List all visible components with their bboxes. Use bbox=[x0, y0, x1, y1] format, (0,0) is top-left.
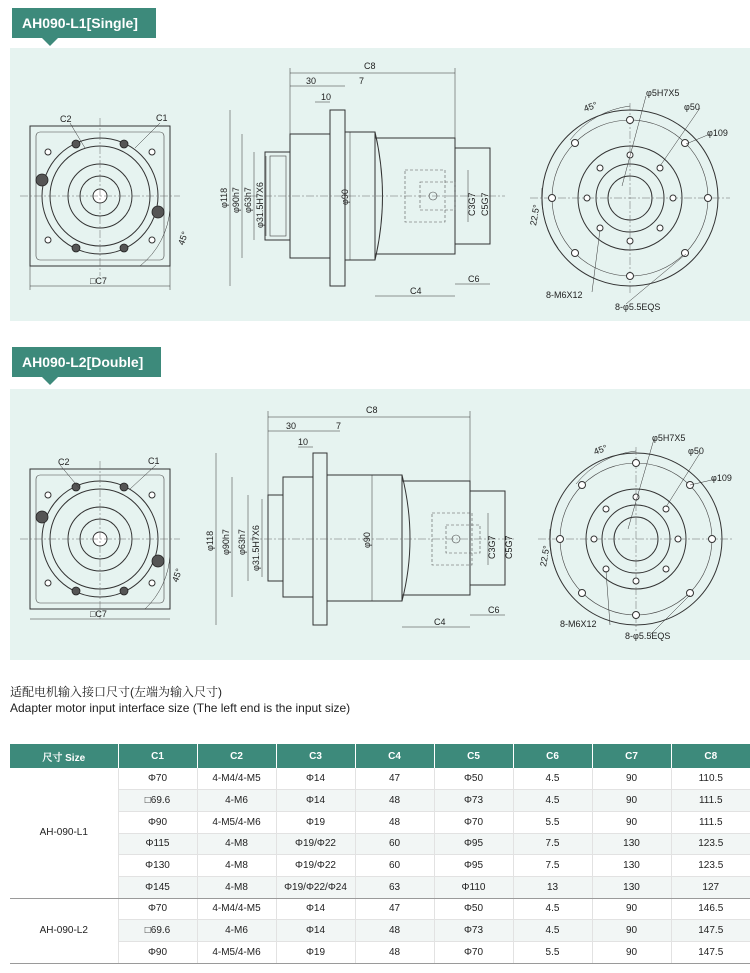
table-cell: 4-M6 bbox=[197, 790, 276, 812]
dim-10: 10 bbox=[298, 437, 309, 447]
table-cell: Φ90 bbox=[118, 811, 197, 833]
table-cell: Φ50 bbox=[434, 898, 513, 920]
dim-7: 7 bbox=[359, 76, 365, 86]
header-c6: C6 bbox=[513, 744, 592, 768]
table-cell: 5.5 bbox=[513, 811, 592, 833]
table-cell: 147.5 bbox=[671, 942, 750, 964]
dim-c4: C4 bbox=[410, 286, 422, 296]
header-c1: C1 bbox=[118, 744, 197, 768]
table-row bbox=[10, 898, 750, 920]
table-cell: 4-M5/4-M6 bbox=[197, 811, 276, 833]
dim-eqs: 8-φ5.5EQS bbox=[615, 302, 661, 312]
dim-45-right: 45° bbox=[592, 442, 609, 457]
dim-c8: C8 bbox=[364, 61, 376, 71]
header-c3: C3 bbox=[276, 744, 355, 768]
dim-phi109: φ109 bbox=[711, 473, 732, 483]
table-cell: Φ19/Φ22 bbox=[276, 833, 355, 855]
table-cell: 47 bbox=[355, 898, 434, 920]
table-cell: 90 bbox=[592, 920, 671, 942]
table-cell: 130 bbox=[592, 855, 671, 877]
table-cell: 4-M5/4-M6 bbox=[197, 942, 276, 964]
model-cell: AH-090-L2 bbox=[10, 898, 118, 963]
drawing-double bbox=[10, 389, 750, 660]
table-cell: Φ73 bbox=[434, 790, 513, 812]
table-cell: 48 bbox=[355, 942, 434, 964]
table-cell: □69.6 bbox=[118, 920, 197, 942]
table-cell: Φ70 bbox=[118, 768, 197, 790]
table-cell: 123.5 bbox=[671, 833, 750, 855]
table-cell: 7.5 bbox=[513, 833, 592, 855]
dim-phi31: φ31.5H7X6 bbox=[251, 525, 261, 571]
table-cell: 63 bbox=[355, 876, 434, 898]
table-header-row bbox=[10, 744, 750, 768]
table-cell: 4.5 bbox=[513, 920, 592, 942]
dim-c2: C2 bbox=[60, 114, 72, 124]
dim-phi90: φ90 bbox=[362, 532, 372, 548]
table-cell: Φ70 bbox=[434, 811, 513, 833]
dim-30: 30 bbox=[306, 76, 317, 86]
intro-english: Adapter motor input interface size (The left end is the input size) bbox=[10, 701, 351, 715]
dim-30: 30 bbox=[286, 421, 297, 431]
table-cell: 90 bbox=[592, 942, 671, 964]
dim-c1: C1 bbox=[156, 113, 168, 123]
dim-phi50: φ50 bbox=[688, 446, 704, 456]
dim-22-5: 22.5° bbox=[528, 203, 542, 227]
table-cell: Φ19/Φ22/Φ24 bbox=[276, 876, 355, 898]
table-cell: Φ110 bbox=[434, 876, 513, 898]
table-cell: Φ70 bbox=[434, 942, 513, 964]
table-cell: 146.5 bbox=[671, 898, 750, 920]
dim-c8: C8 bbox=[366, 405, 378, 415]
header-c8: C8 bbox=[671, 744, 750, 768]
table-cell: 4-M8 bbox=[197, 855, 276, 877]
table-cell: 5.5 bbox=[513, 942, 592, 964]
table-cell: 4-M4/4-M5 bbox=[197, 898, 276, 920]
dim-7: 7 bbox=[336, 421, 342, 431]
output-face-view bbox=[530, 96, 730, 304]
header-size: 尺寸 Size bbox=[10, 744, 118, 768]
table-cell: 4-M8 bbox=[197, 876, 276, 898]
table-cell: 4-M4/4-M5 bbox=[197, 768, 276, 790]
table-cell: Φ50 bbox=[434, 768, 513, 790]
dim-phi5: φ5H7X5 bbox=[652, 433, 686, 443]
table-row bbox=[10, 876, 750, 898]
side-view bbox=[216, 411, 515, 627]
table-cell: Φ14 bbox=[276, 790, 355, 812]
table-cell: 4-M6 bbox=[197, 920, 276, 942]
dim-10: 10 bbox=[321, 92, 332, 102]
header-c5: C5 bbox=[434, 744, 513, 768]
table-cell: Φ95 bbox=[434, 855, 513, 877]
table-cell: 4.5 bbox=[513, 768, 592, 790]
table-cell: 60 bbox=[355, 855, 434, 877]
table-row bbox=[10, 855, 750, 877]
table-cell: 48 bbox=[355, 811, 434, 833]
table-cell: 90 bbox=[592, 790, 671, 812]
table-cell: Φ14 bbox=[276, 768, 355, 790]
table-cell: 147.5 bbox=[671, 920, 750, 942]
section-title-double: AH090-L2[Double] bbox=[12, 347, 161, 377]
dim-c2: C2 bbox=[58, 457, 70, 467]
table-row bbox=[10, 833, 750, 855]
dim-c1: C1 bbox=[148, 456, 160, 466]
header-c7: C7 bbox=[592, 744, 671, 768]
table-cell: Φ115 bbox=[118, 833, 197, 855]
header-c4: C4 bbox=[355, 744, 434, 768]
table-cell: Φ14 bbox=[276, 898, 355, 920]
dim-phi63h7: φ63h7 bbox=[243, 187, 253, 213]
drawing-single bbox=[10, 48, 750, 321]
dim-22-5: 22.5° bbox=[538, 544, 552, 568]
dim-45-left: 45° bbox=[176, 230, 191, 247]
table-cell: 111.5 bbox=[671, 790, 750, 812]
table-cell: 90 bbox=[592, 768, 671, 790]
dim-phi109: φ109 bbox=[707, 128, 728, 138]
table-cell: 130 bbox=[592, 833, 671, 855]
section-title-single: AH090-L1[Single] bbox=[12, 8, 156, 38]
drawing-panel-single bbox=[10, 48, 750, 321]
table-cell: 48 bbox=[355, 920, 434, 942]
dim-c7: □C7 bbox=[90, 609, 107, 619]
table-row bbox=[10, 790, 750, 812]
table-row bbox=[10, 768, 750, 790]
table-cell: Φ95 bbox=[434, 833, 513, 855]
table-cell: 90 bbox=[592, 811, 671, 833]
table-cell: Φ90 bbox=[118, 942, 197, 964]
table-cell: Φ130 bbox=[118, 855, 197, 877]
dim-45-right: 45° bbox=[582, 99, 599, 114]
dim-phi63h7: φ63h7 bbox=[237, 529, 247, 555]
dim-45-left: 45° bbox=[170, 567, 185, 584]
table-cell: 60 bbox=[355, 833, 434, 855]
dim-phi118: φ118 bbox=[219, 187, 229, 208]
table-row bbox=[10, 920, 750, 942]
dim-phi31: φ31.5H7X6 bbox=[255, 182, 265, 228]
table-cell: 48 bbox=[355, 790, 434, 812]
table-cell: 7.5 bbox=[513, 855, 592, 877]
dim-m6: 8-M6X12 bbox=[560, 619, 597, 629]
table-cell: Φ70 bbox=[118, 898, 197, 920]
dim-c7: □C7 bbox=[90, 276, 107, 286]
table-cell: □69.6 bbox=[118, 790, 197, 812]
table-cell: 4.5 bbox=[513, 898, 592, 920]
table-cell: 123.5 bbox=[671, 855, 750, 877]
dim-phi118: φ118 bbox=[205, 530, 215, 551]
table-cell: Φ145 bbox=[118, 876, 197, 898]
dim-c3: C3G7 bbox=[487, 535, 497, 559]
table-cell: Φ19 bbox=[276, 811, 355, 833]
spec-table bbox=[10, 744, 750, 964]
dim-c6: C6 bbox=[468, 274, 480, 284]
table-cell: 47 bbox=[355, 768, 434, 790]
table-cell: Φ14 bbox=[276, 920, 355, 942]
table-cell: Φ73 bbox=[434, 920, 513, 942]
dim-c6: C6 bbox=[488, 605, 500, 615]
table-cell: 110.5 bbox=[671, 768, 750, 790]
drawing-panel-double bbox=[10, 389, 750, 660]
side-view bbox=[230, 68, 505, 296]
dim-c3: C3G7 bbox=[467, 192, 477, 216]
header-c2: C2 bbox=[197, 744, 276, 768]
model-cell: AH-090-L1 bbox=[10, 768, 118, 898]
table-row bbox=[10, 942, 750, 964]
dim-c4: C4 bbox=[434, 617, 446, 627]
table-cell: 13 bbox=[513, 876, 592, 898]
dim-phi90h7: φ90h7 bbox=[231, 187, 241, 213]
intro-chinese: 适配电机输入接口尺寸(左端为输入尺寸) bbox=[10, 685, 222, 699]
dim-phi90: φ90 bbox=[340, 189, 350, 205]
input-face-view bbox=[20, 461, 180, 619]
dim-c5: C5G7 bbox=[504, 535, 514, 559]
table-cell: 130 bbox=[592, 876, 671, 898]
dim-c5: C5G7 bbox=[480, 192, 490, 216]
table-cell: Φ19/Φ22 bbox=[276, 855, 355, 877]
dim-phi5: φ5H7X5 bbox=[646, 88, 680, 98]
table-cell: 111.5 bbox=[671, 811, 750, 833]
table-cell: 127 bbox=[671, 876, 750, 898]
table-cell: 90 bbox=[592, 898, 671, 920]
dim-phi50: φ50 bbox=[684, 102, 700, 112]
dim-phi90h7: φ90h7 bbox=[221, 529, 231, 555]
dim-m6: 8-M6X12 bbox=[546, 290, 583, 300]
input-face-view bbox=[20, 118, 180, 290]
table-row bbox=[10, 811, 750, 833]
dim-eqs: 8-φ5.5EQS bbox=[625, 631, 671, 641]
table-cell: 4.5 bbox=[513, 790, 592, 812]
output-face-view bbox=[538, 439, 734, 635]
spec-table-body bbox=[10, 768, 750, 963]
table-cell: 4-M8 bbox=[197, 833, 276, 855]
table-cell: Φ19 bbox=[276, 942, 355, 964]
